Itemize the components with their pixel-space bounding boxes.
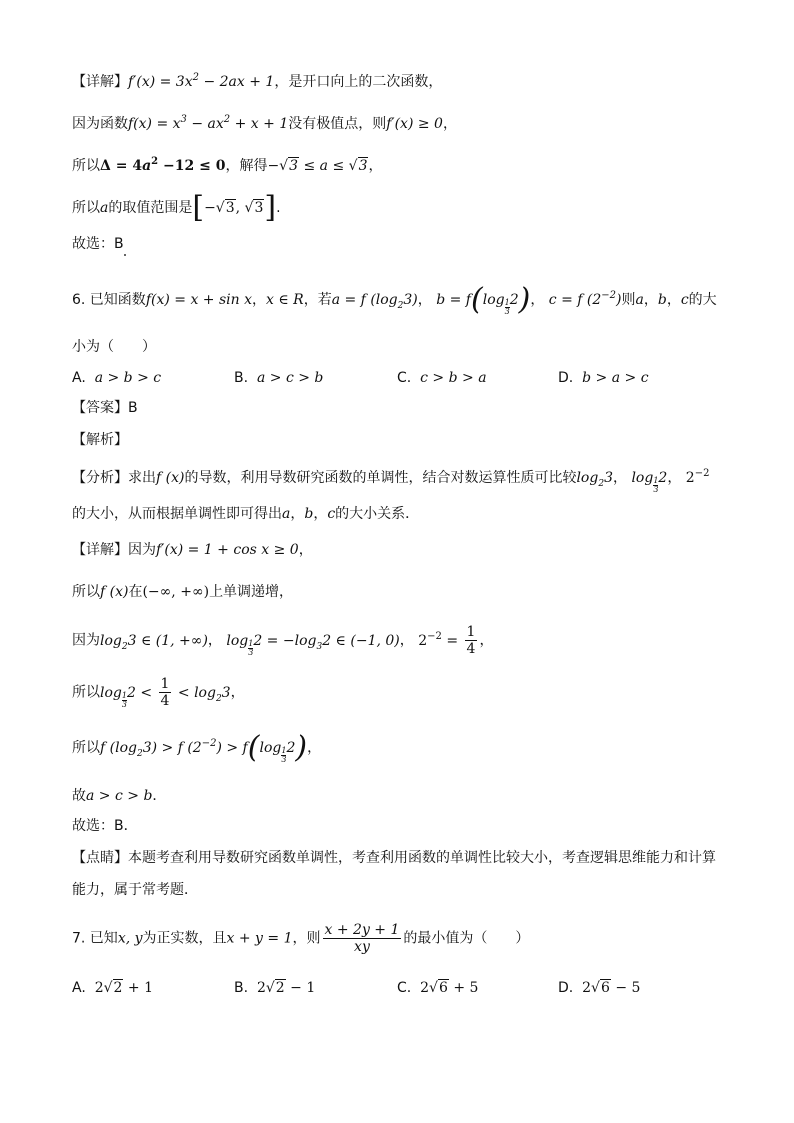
option-label: C.	[397, 370, 412, 386]
detail-line-range	[72, 190, 281, 225]
text: 为正实数，且	[142, 930, 227, 947]
text: 在	[128, 584, 143, 600]
formula: c = f $(2^{-2})$	[548, 290, 622, 308]
text: 所以	[72, 684, 100, 701]
q7-stem: 7. 已知x, y为正实数，且x + y = 1，则 $\frac{x + 2y + 1}{xy}$ 的最小值为（ ）	[72, 922, 530, 955]
q6-comment	[72, 848, 716, 868]
text: 没有极值点，则	[288, 116, 387, 132]
option-expr: b > a > c	[582, 370, 649, 386]
text: 本题考查利用导数研究函数单调性，考查利用函数的单调性比较大小，考查逻辑思维能力和计算	[128, 850, 716, 866]
stray-dot	[124, 254, 126, 256]
text: 所以	[72, 740, 100, 756]
text: 的取值范围是	[108, 200, 193, 216]
q6-analysis-head: 【解析】	[72, 432, 128, 448]
formula: $f(x) = x^3 - ax^2 + x + 1$	[128, 114, 289, 132]
var-a: a	[100, 200, 109, 216]
option-label: A.	[72, 370, 86, 386]
q6-fenxi: 【分析】求出f (x)的导数，利用导数研究函数的单调性，结合对数运算性质可比较$\log_23$， log $\frac{1}{3}$ 2， $2^{-2}$	[72, 468, 710, 494]
q6-comment-line2: 能力，属于常考题．	[72, 882, 198, 898]
option-expr: 2√6 − 5	[582, 980, 641, 996]
text: 所以	[72, 584, 100, 600]
q6-fenxi-line2: 的大小，从而根据单调性即可得出a，b，c的大小关系．	[72, 506, 420, 522]
text: 因为	[72, 632, 100, 649]
text: 所以	[72, 158, 100, 174]
detail-tag: 【详解】	[72, 542, 128, 558]
option-expr: 2√6 + 5	[420, 980, 479, 996]
option-expr: 2√2 − 1	[256, 980, 316, 996]
comment-tag: 【点睛】	[72, 850, 128, 866]
option-label: D.	[558, 980, 574, 996]
text: 上单调递增，	[209, 584, 294, 600]
q6-option-b[interactable]	[234, 370, 323, 386]
q6-option-a[interactable]	[72, 370, 161, 386]
text: 7. 已知	[72, 930, 118, 947]
text: 的导数，利用导数研究函数的单调性，结合对数运算性质可比较	[184, 470, 577, 486]
option-expr: c > b > a	[420, 370, 487, 386]
detail-line-no-extremum	[72, 114, 457, 136]
text: 的最小值为（ ）	[403, 930, 530, 947]
q7-option-d[interactable]	[558, 980, 640, 996]
q7-option-b[interactable]	[234, 980, 315, 996]
text: 则	[621, 292, 636, 308]
q6-option-d[interactable]	[558, 370, 649, 386]
text: 的大小关系．	[335, 506, 420, 522]
text: 的大小，从而根据单调性即可得出	[72, 506, 282, 522]
q6-so2: 所以f $(\log_23) > f$ $(2^{-2}) > f(\log$ $\frac{1}{3}$ 2)，	[72, 730, 322, 765]
text: 故	[72, 788, 86, 804]
q6-choose: 故选：B．	[72, 818, 138, 834]
text: 的大	[688, 292, 717, 308]
choose-line: 故选：B	[72, 236, 124, 252]
formula: x ∈ R	[266, 292, 304, 308]
q6-detail: 【详解】因为f′(x) = 1 + cos x ≥ 0，	[72, 542, 313, 558]
text: .	[276, 200, 281, 216]
text: ，	[368, 158, 383, 174]
q6-answer: 【答案】B	[72, 400, 138, 416]
option-label: B.	[234, 370, 249, 386]
text: 因为	[128, 542, 156, 558]
q6-monotonic: 所以f (x)在(−∞, +∞)上单调递增，	[72, 584, 294, 600]
formula: [−√3, √3]	[192, 190, 277, 225]
formula: f(x) = x + sin x	[145, 292, 252, 308]
text: ，	[442, 116, 457, 132]
formula: −√3 ≤ a ≤ √3	[267, 158, 368, 174]
option-label: D.	[558, 370, 574, 386]
text: 求出	[128, 470, 156, 486]
option-expr: 2√2 + 1	[94, 980, 153, 996]
text: ，则	[292, 930, 321, 947]
text: ，若	[303, 292, 332, 308]
text: ，是开口向上的二次函数，	[274, 74, 443, 90]
text: 所以	[72, 200, 100, 216]
formula: f′(x) ≥ 0	[386, 116, 443, 132]
detail-tag: 【详解】	[72, 74, 128, 90]
text: ，解得	[225, 158, 268, 174]
formula: b = f(log $\frac{1}{3}$ 2)	[436, 282, 531, 317]
fenxi-tag: 【分析】	[72, 470, 128, 486]
q7-option-c[interactable]	[397, 980, 478, 996]
formula: $f'(x) = 3x^2 - 2ax + 1$	[128, 72, 275, 90]
q6-since: 因为$\log_23$ ∈ (1, +∞)， log $\frac{1}{3}$ $2 = -\log_32$ ∈ (−1, 0)， $2^{-2}$ = $\frac{1}{4}$ ，	[72, 624, 494, 657]
option-label: B.	[234, 980, 249, 996]
detail-line-derivative	[72, 72, 442, 94]
option-label: C.	[397, 980, 412, 996]
option-expr: a > b > c	[94, 370, 162, 386]
option-label: A.	[72, 980, 86, 996]
q6-stem-line2: 小为（ ）	[72, 339, 156, 355]
q6-option-c[interactable]	[397, 370, 487, 386]
text: 因为函数	[72, 116, 128, 132]
q6-hence: 故a > c > b．	[72, 788, 167, 804]
q6-so1: 所以log $\frac{1}{3}$ 2 < $\frac{1}{4}$ < $\log_23$，	[72, 676, 245, 709]
detail-line-discriminant	[72, 156, 382, 178]
text: 6. 已知函数	[72, 292, 146, 308]
q7-option-a[interactable]	[72, 980, 153, 996]
formula: $\Delta = 4a^2 -12 \le 0$	[100, 156, 226, 174]
q6-stem: 6. 已知函数f(x) = x + sin x，x ∈ R，若a = f $(\log_23)$， b = f(log $\frac{1}{3}$ 2)， c = f $(2^{-2})$则a，b，c的大	[72, 282, 717, 317]
formula: a = f $(\log_23)$	[331, 292, 418, 311]
option-expr: a > c > b	[256, 370, 324, 386]
text: ，	[298, 542, 313, 558]
